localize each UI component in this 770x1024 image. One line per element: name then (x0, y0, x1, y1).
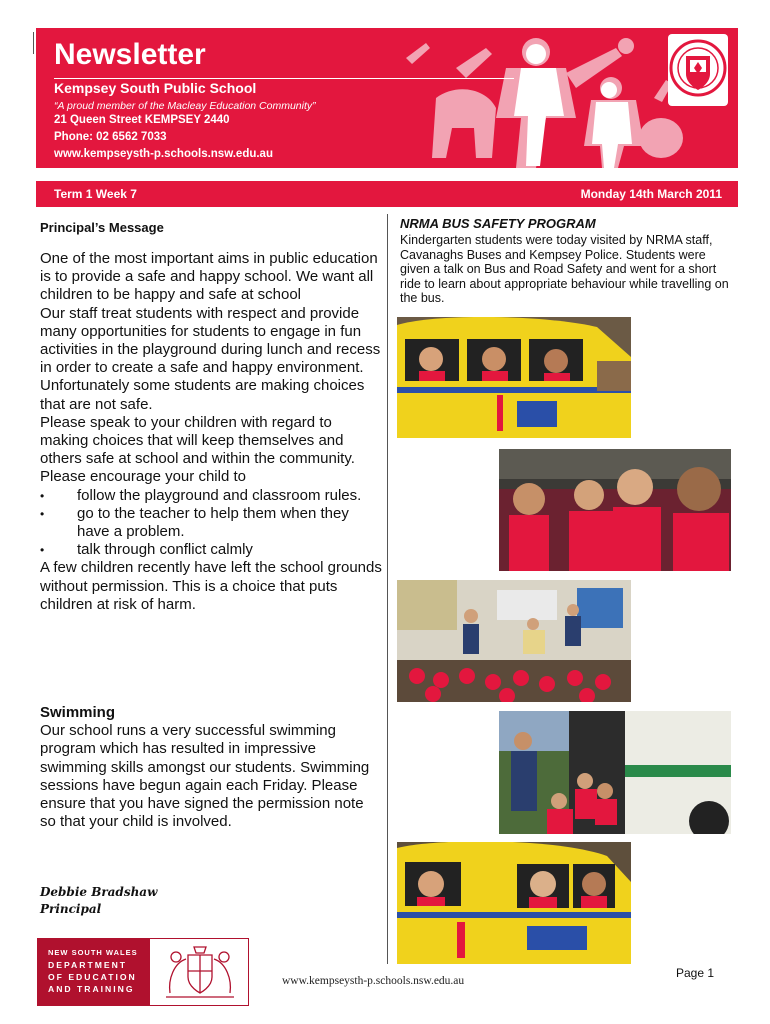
department-logo-text (38, 939, 150, 1005)
list-item: • talk through conflict calmly (40, 541, 382, 559)
header-banner (36, 28, 738, 168)
footer-url[interactable]: www.kempseysth-p.schools.nsw.edu.au (282, 975, 465, 987)
photo-cardboard-bus-2 (397, 842, 631, 964)
principal-message-body (40, 250, 382, 614)
list-item: • go to the teacher to help them when they have a problem. (40, 505, 382, 541)
logo-line: AND TRAINING (48, 984, 135, 994)
message-paragraph: Please speak to your children with regard to making choices that will keep themselves and others safe at school and within the community. (40, 413, 355, 468)
message-closing: A few children recently have left the school grounds without permission. This is a choice that puts children at risk of harm. (40, 559, 382, 613)
coat-of-arms-icon (160, 943, 240, 1001)
swimming-text: Our school runs a very successful swimming program which has resulted in impressive swimming skills amongst our students. Swimming sessions have begun again each Friday. Please ensure that you have signed the permission note so that your child is involved. (40, 722, 370, 831)
logo-line: DEPARTMENT (48, 960, 128, 970)
school-address: 21 Queen Street KEMPSEY 2440 (54, 114, 230, 126)
photo-kids-on-bus (499, 449, 731, 571)
page-number: Page 1 (676, 966, 715, 980)
photo-bus-door (499, 711, 731, 834)
nrma-text: Kindergarten students were today visited by NRMA staff, Cavanaghs Buses and Kempsey Police. Students were given a talk on Bus and Road Safety and went for a short ride to learn about appropriate behaviour while travelling on the bus. (400, 233, 729, 305)
message-paragraph: Unfortunately some students are making choices that are not safe. (40, 377, 365, 413)
margin-rule (33, 32, 34, 54)
signature-role: Principal (40, 902, 102, 916)
encourage-list (40, 487, 382, 560)
message-paragraph: One of the most important aims in public education is to provide a safe and happy school. We want all children to be happy and safe at school (40, 250, 378, 304)
swimming-section (40, 704, 382, 831)
title-underline (54, 78, 514, 79)
signature-name: Debbie Bradshaw (40, 885, 158, 899)
school-tagline: “A proud member of the Macleay Education Community” (54, 100, 316, 112)
nrma-heading: NRMA BUS SAFETY PROGRAM (400, 216, 596, 231)
message-paragraph: Please encourage your child to (40, 468, 246, 486)
logo-line: OF EDUCATION (48, 972, 137, 982)
school-website[interactable]: www.kempseysth-p.schools.nsw.edu.au (54, 148, 273, 160)
newsletter-title: Newsletter (54, 38, 206, 71)
list-item: • follow the playground and classroom rules. (40, 487, 382, 505)
school-crest-icon (668, 34, 728, 106)
swimming-heading: Swimming (40, 704, 116, 721)
department-logo (37, 938, 249, 1006)
photo-cardboard-bus (397, 317, 631, 438)
principal-message-heading: Principal’s Message (40, 220, 164, 235)
school-phone: Phone: 02 6562 7033 (54, 131, 167, 143)
term-bar (36, 181, 738, 207)
school-name: Kempsey South Public School (54, 80, 257, 96)
column-divider (387, 214, 388, 964)
children-silhouette-graphic (396, 28, 696, 168)
photo-classroom-talk (397, 580, 631, 702)
term-week: Term 1 Week 7 (54, 187, 137, 201)
message-paragraph: Our staff treat students with respect and provide many opportunities for students to engage in fun activities in the playground during lunch and recess in order to create a safe and happy environment. (40, 304, 381, 377)
issue-date: Monday 14th March 2011 (580, 187, 722, 201)
logo-line: NEW SOUTH WALES (48, 948, 138, 957)
